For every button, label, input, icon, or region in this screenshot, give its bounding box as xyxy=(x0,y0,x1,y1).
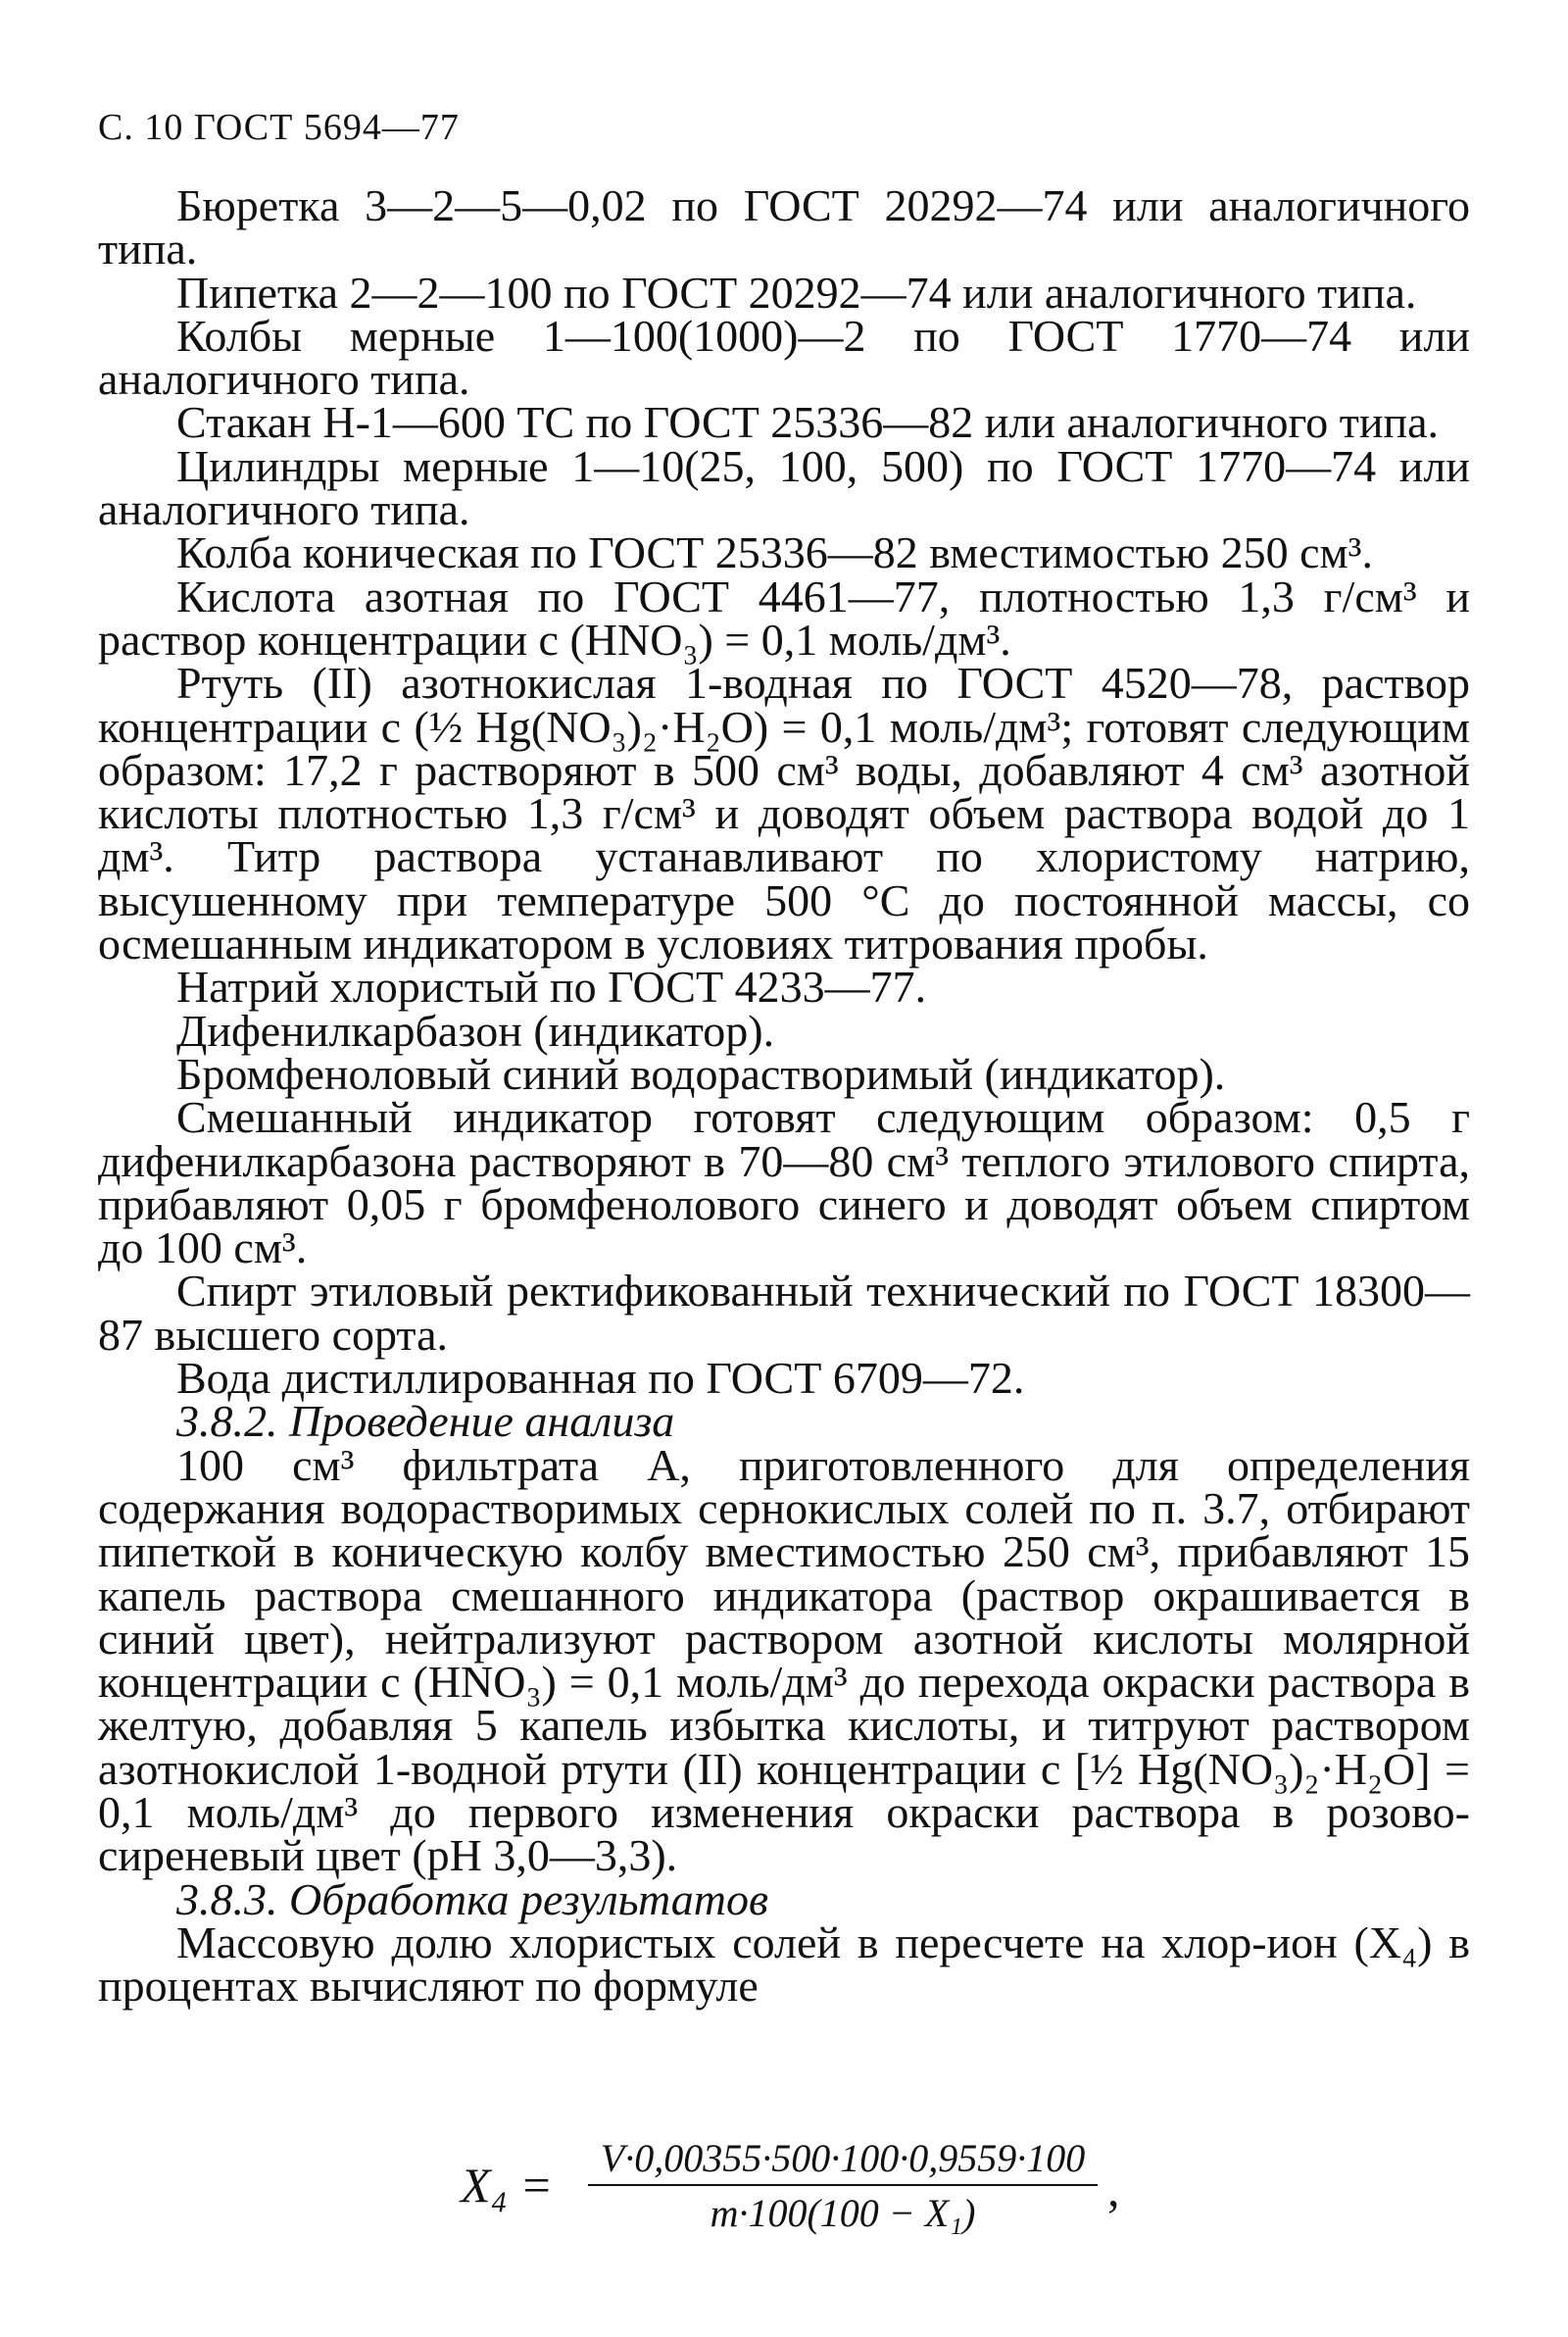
page-header: С. 10 ГОСТ 5694—77 xyxy=(98,107,460,148)
paragraph-ethyl-alcohol: Спирт этиловый ректификованный технический по ГОСТ 18300—87 высшего сорта. xyxy=(98,1266,1470,1360)
formula-comma: , xyxy=(1107,2162,1120,2216)
paragraph-bromophenol-blue: Бромфеноловый синий водорастворимый (индикатор). xyxy=(176,1048,1226,1099)
paragraph-burette: Бюретка 3—2—5—0,02 по ГОСТ 20292—74 или аналогичного типа. xyxy=(98,180,1470,274)
paragraph-results-intro: Массовую долю хлористых солей в пересчете на хлор-ион (X₄) в процентах вычисляют по формуле xyxy=(98,1916,1470,2012)
section-heading-results: 3.8.3. Обработка результатов xyxy=(176,1873,768,1924)
formula-lhs: X₄ = xyxy=(461,2158,554,2213)
document-body xyxy=(98,180,1470,2012)
paragraph-beaker: Стакан Н-1—600 ТС по ГОСТ 25336—82 или аналогичного типа. xyxy=(176,397,1439,448)
paragraph-pipette: Пипетка 2—2—100 по ГОСТ 20292—74 или аналогичного типа. xyxy=(176,267,1417,318)
section-heading-analysis: 3.8.2. Проведение анализа xyxy=(176,1396,675,1447)
paragraph-flasks: Колбы мерные 1—100(1000)—2 по ГОСТ 1770—74 или аналогичного типа. xyxy=(98,310,1470,405)
paragraph-distilled-water: Вода дистиллированная по ГОСТ 6709—72. xyxy=(176,1353,1025,1404)
formula-denominator: m·100(100 − X₁) xyxy=(710,2191,976,2235)
paragraph-cylinders: Цилиндры мерные 1—10(25, 100, 500) по ГОСТ 1770—74 или аналогичного типа. xyxy=(98,440,1470,535)
paragraph-nitric-acid: Кислота азотная по ГОСТ 4461—77, плотностью 1,3 г/см³ и раствор концентрации c (HNO₃) = 0,1 моль/дм³. xyxy=(98,571,1470,665)
formula-x4 xyxy=(461,2135,1166,2233)
paragraph-mixed-indicator: Смешанный индикатор готовят следующим образом: 0,5 г дифенилкарбазона растворяют в 70—80 см³ теплого этилового спирта, прибавляют 0,05 г бромфенолового синего и доводят объем спиртом до 100 см³. xyxy=(98,1092,1470,1273)
formula-numerator: V·0,00355·500·100·0,9559·100 xyxy=(600,2136,1086,2180)
paragraph-analysis-procedure: 100 см³ фильтрата А, приготовленного для определения содержания водорастворимых сернокислых солей по п. 3.7, отбирают пипеткой в коническую колбу вместимостью 250 см³, прибавляют 15 капель раствора смешанного индикатора (раствор окрашивается в синий цвет), нейтрализуют раствором азотной кислоты молярной концентрации c (HNO₃) = 0,1 моль/дм³ до перехода окраски раствора в желтую, добавляя 5 капель избытка кислоты, и титруют раствором азотнокислой 1-водной ртути (II) концентрации c [½ Hg(NO₃)₂·H₂O] = 0,1 моль/дм³ до первого изменения окраски раствора в розово-сиреневый цвет (рН 3,0—3,3). xyxy=(98,1439,1470,1881)
paragraph-sodium-chloride: Натрий хлористый по ГОСТ 4233—77. xyxy=(176,962,927,1013)
paragraph-conical-flask: Колба коническая по ГОСТ 25336—82 вместимостью 250 см³. xyxy=(176,527,1373,578)
paragraph-mercury-nitrate: Ртуть (II) азотнокислая 1-водная по ГОСТ 4520—78, раствор концентрации c (½ Hg(NO₃)₂·H₂O) = 0,1 моль/дм³; готовят следующим образом: 17,2 г растворяют в 500 см³ воды, добавляют 4 см³ азотной кислоты плотностью 1,3 г/см³ и доводят объем раствора водой до 1 дм³. Титр раствора устанавливают по хлористому натрию, высушенному при температуре 500 °С до постоянной массы, со осмешанным индикатором в условиях титрования пробы. xyxy=(98,658,1470,970)
fraction-bar xyxy=(588,2184,1098,2186)
paragraph-diphenylcarbazone: Дифенилкарбазон (индикатор). xyxy=(176,1005,775,1056)
